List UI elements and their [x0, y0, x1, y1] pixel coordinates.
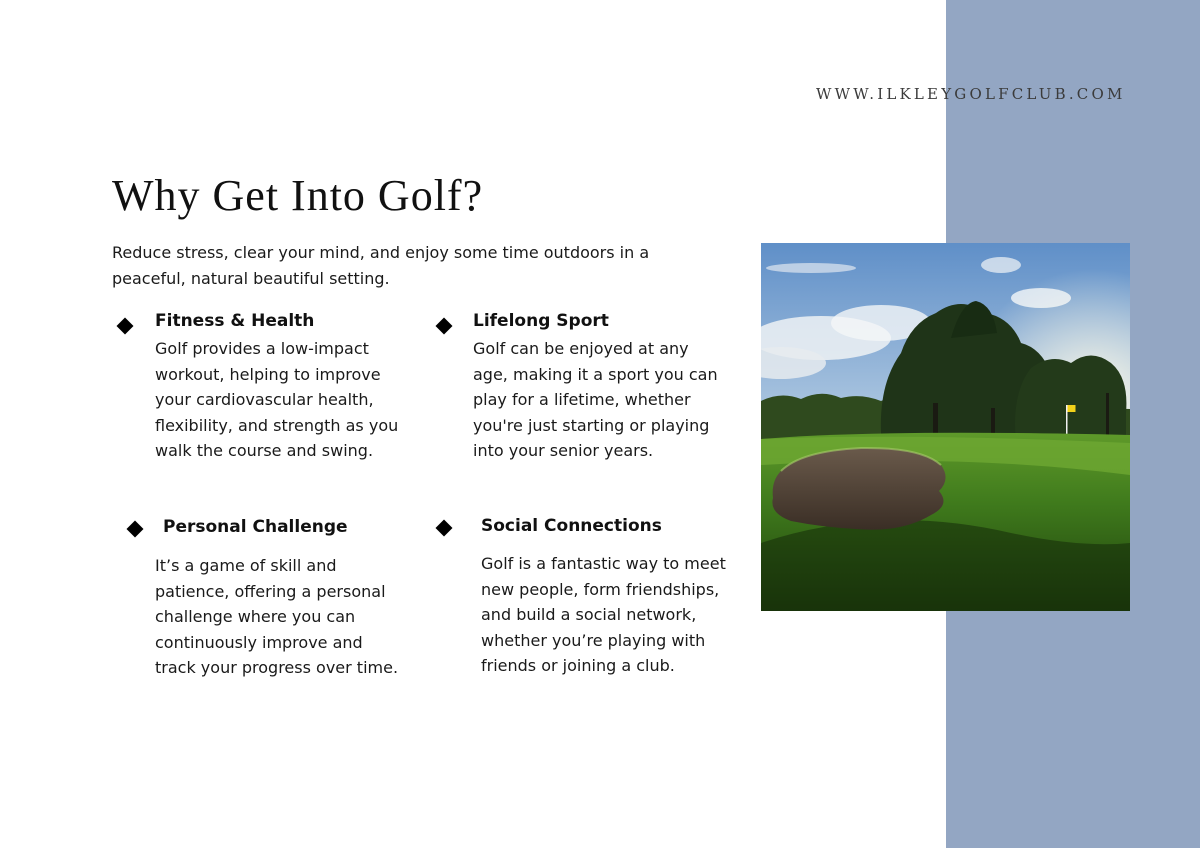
website-url[interactable]: WWW.ILKLEYGOLFCLUB.COM: [816, 85, 1126, 103]
diamond-bullet-icon: [117, 318, 134, 335]
feature-body-lifelong: Golf can be enjoyed at any age, making it a sport you can play for a lifetime, whether you're just starting or playing into your senior years.: [473, 339, 718, 461]
diamond-bullet-icon: [436, 520, 453, 537]
intro-text: Reduce stress, clear your mind, and enjoy some time outdoors in a peaceful, natural beautiful setting.: [112, 243, 650, 288]
feature-title-lifelong: Lifelong Sport: [473, 311, 609, 331]
feature-body-social: Golf is a fantastic way to meet new people, form friendships, and build a social network, whether you’re playing with friends or joining a club.: [481, 554, 726, 676]
diamond-bullet-icon: [127, 521, 144, 538]
feature-title-fitness: Fitness & Health: [155, 311, 315, 331]
feature-title-challenge: Personal Challenge: [163, 517, 348, 537]
page-title: Why Get Into Golf?: [112, 171, 484, 220]
feature-title-social: Social Connections: [481, 516, 662, 536]
diamond-bullet-icon: [436, 318, 453, 335]
golf-course-photo: [761, 243, 1130, 611]
feature-body-challenge: It’s a game of skill and patience, offering a personal challenge where you can continuously improve and track your progress over time.: [155, 556, 399, 678]
feature-body-fitness: Golf provides a low-impact workout, helping to improve your cardiovascular health, flexibility, and strength as you walk the course and swing.: [155, 339, 399, 461]
